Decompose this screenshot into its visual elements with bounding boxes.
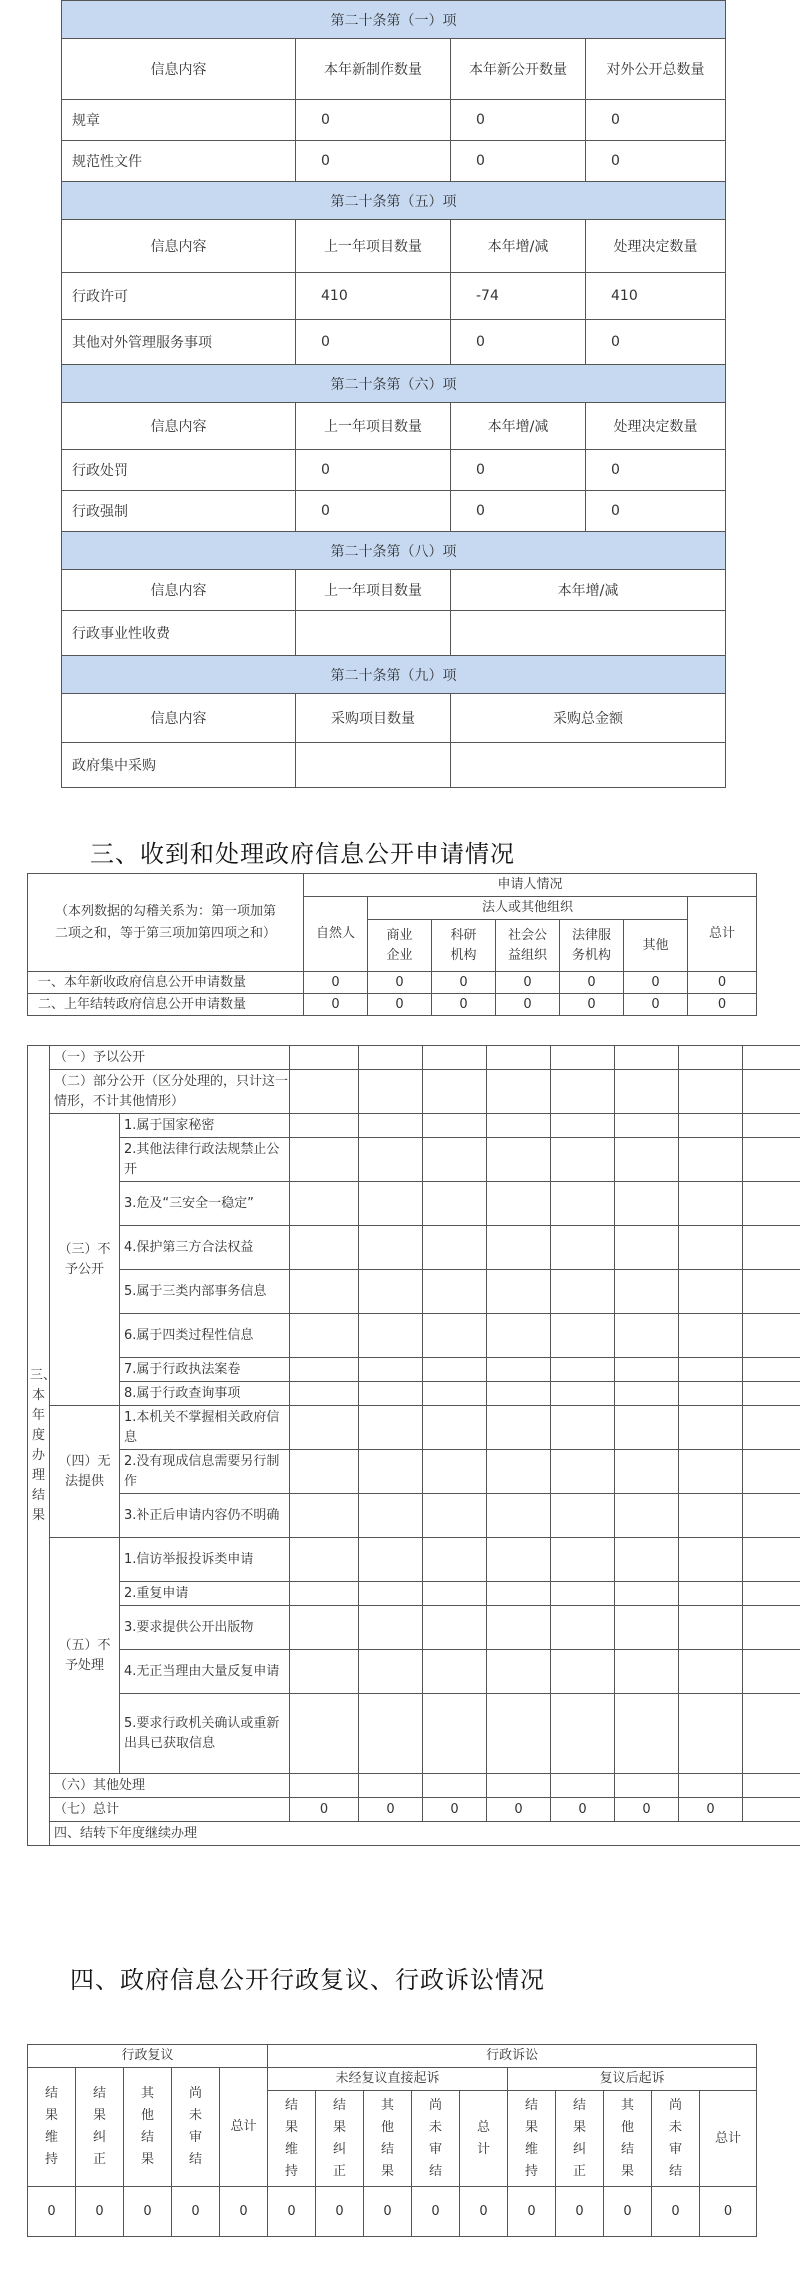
group-label: 三、本年度办理结果 [28,1046,50,1846]
cell-value [451,611,726,656]
row-label: 行政处罚 [62,450,296,491]
col-header: 信息内容 [62,403,296,450]
group-label: （三）不予公开 [50,1114,120,1406]
row-label: 8.属于行政查询事项 [120,1382,290,1406]
cell-value: 0 [556,2187,604,2237]
cell-value: 0 [432,972,496,994]
cell-value: 0 [586,141,726,182]
cell-value: 0 [296,141,451,182]
cell-value: 0 [615,1798,679,1822]
group-label: （四）无法提供 [50,1406,120,1538]
cell-value [296,743,451,788]
corner-note: （本列数据的勾稽关系为：第一项加第二项之和，等于第三项加第四项之和） [28,874,304,972]
col-header: 尚未审结 [412,2091,460,2187]
cell-value: 0 [496,972,560,994]
cell-value: 0 [560,994,624,1016]
row-label: 2.没有现成信息需要另行制作 [120,1450,290,1494]
col-header: 其他结果 [604,2091,652,2187]
col-header: 本年新公开数量 [451,39,586,100]
cell-value: 0 [451,491,586,532]
row-label: 3.补正后申请内容仍不明确 [120,1494,290,1538]
col-header: 结果纠正 [76,2068,124,2187]
row-label: 规章 [62,100,296,141]
cell-value: 0 [316,2187,364,2237]
section-header: 第二十条第（六）项 [62,365,726,403]
row-label: 2.重复申请 [120,1582,290,1606]
cell-value: 410 [586,273,726,320]
col-header: 上一年项目数量 [296,570,451,611]
cell-value: 0 [432,994,496,1016]
cell-value: 0 [679,1798,743,1822]
cell-value: 0 [359,1798,423,1822]
col-header: 信息内容 [62,39,296,100]
cell-value: 0 [304,972,368,994]
cell-value: 0 [624,994,688,1016]
cell-value: 0 [688,994,757,1016]
row-label: 4.无正当理由大量反复申请 [120,1650,290,1694]
col-header: 采购总金额 [451,694,726,743]
cell-value: 0 [451,320,586,365]
row-label: 行政强制 [62,491,296,532]
cell-value: 0 [688,972,757,994]
cell-value: 0 [296,100,451,141]
col-header: 上一年项目数量 [296,220,451,273]
col-header: 本年增/减 [451,220,586,273]
cell-value: 0 [560,972,624,994]
cell-value: 0 [28,2187,76,2237]
cell-value: 0 [304,994,368,1016]
cell-value: 0 [586,491,726,532]
application-table [27,873,757,1016]
cell-value: 0 [220,2187,268,2237]
col-header: 结果维持 [268,2091,316,2187]
after-header: 复议后起诉 [508,2068,757,2091]
cell-value: 0 [423,1798,487,1822]
cell-value: 0 [364,2187,412,2237]
row-label: 1.本机关不掌握相关政府信息 [120,1406,290,1450]
row-label: 3.要求提供公开出版物 [120,1606,290,1650]
row-label: （六）其他处理 [50,1774,290,1798]
col-legal: 法律服务机构 [560,920,624,972]
cell-value: 0 [496,994,560,1016]
row-label: 政府集中采购 [62,743,296,788]
row-label: 1.属于国家秘密 [120,1114,290,1138]
row-label: 二、上年结转政府信息公开申请数量 [28,994,304,1016]
col-header: 尚未审结 [172,2068,220,2187]
col-legal: 社会公益组织 [496,920,560,972]
col-header: 本年增/减 [451,403,586,450]
col-legal: 科研机构 [432,920,496,972]
cell-value: 0 [460,2187,508,2237]
section-header: 第二十条第（一）项 [62,1,726,39]
applicant-header: 申请人情况 [304,874,757,897]
cell-value [296,611,451,656]
cell-value: 0 [624,972,688,994]
col-header: 信息内容 [62,220,296,273]
col-header: 处理决定数量 [586,220,726,273]
cell-value: 0 [368,972,432,994]
col-header: 信息内容 [62,570,296,611]
section-header: 第二十条第（八）项 [62,532,726,570]
cell-value: 0 [368,994,432,1016]
cell-value: 0 [586,320,726,365]
row-label: 规范性文件 [62,141,296,182]
cell-value [451,743,726,788]
row-label: （七）总计 [50,1798,290,1822]
cell-value: 0 [586,100,726,141]
cell-value: 0 [296,491,451,532]
col-header: 总计 [220,2068,268,2187]
legal-header: 法人或其他组织 [368,897,688,920]
col-header: 信息内容 [62,694,296,743]
cell-value: -74 [451,273,586,320]
col-header: 本年增/减 [451,570,726,611]
cell-value: 410 [296,273,451,320]
col-header: 其他结果 [124,2068,172,2187]
cell-value: 0 [412,2187,460,2237]
cell-value: 0 [290,1798,359,1822]
col-header: 结果维持 [28,2068,76,2187]
row-label: 行政事业性收费 [62,611,296,656]
col-header: 总计 [460,2091,508,2187]
cell-value: 0 [296,320,451,365]
section-title: 四、政府信息公开行政复议、行政诉讼情况 [70,1966,545,1994]
row-label: 5.属于三类内部事务信息 [120,1270,290,1314]
col-header: 结果维持 [508,2091,556,2187]
cell-value: 0 [487,1798,551,1822]
row-label: （二）部分公开（区分处理的，只计这一情形，不计其他情形） [50,1070,290,1114]
col-header: 结果纠正 [316,2091,364,2187]
cell-value: 0 [296,450,451,491]
col-header: 尚未审结 [652,2091,700,2187]
col-legal: 其他 [624,920,688,972]
cell-value: 0 [268,2187,316,2237]
cell-value: 0 [604,2187,652,2237]
col-header: 对外公开总数量 [586,39,726,100]
col-header: 上一年项目数量 [296,403,451,450]
col-header: 本年新制作数量 [296,39,451,100]
cell-value: 0 [586,450,726,491]
cell-value: 0 [76,2187,124,2237]
row-label: （一）予以公开 [50,1046,290,1070]
row-label: 四、结转下年度继续办理 [50,1822,800,1846]
cell-value: 0 [451,450,586,491]
section-header: 第二十条第（五）项 [62,182,726,220]
row-label: 4.保护第三方合法权益 [120,1226,290,1270]
direct-header: 未经复议直接起诉 [268,2068,508,2091]
row-label: 行政许可 [62,273,296,320]
results-table [27,1045,800,1846]
col-header: 采购项目数量 [296,694,451,743]
col-header: 总计 [700,2091,757,2187]
row-label: 2.其他法律行政法规禁止公开 [120,1138,290,1182]
cell-value: 0 [172,2187,220,2237]
cell-value: 0 [652,2187,700,2237]
cell-value: 0 [124,2187,172,2237]
group-label: （五）不予处理 [50,1538,120,1774]
col-header: 其他结果 [364,2091,412,2187]
public-info-table [61,0,726,788]
cell-value: 0 [700,2187,757,2237]
row-label: 6.属于四类过程性信息 [120,1314,290,1358]
col-legal: 商业企业 [368,920,432,972]
col-header: 处理决定数量 [586,403,726,450]
col-total: 总计 [688,897,757,972]
row-label: 7.属于行政执法案卷 [120,1358,290,1382]
row-label: 其他对外管理服务事项 [62,320,296,365]
cell-value: 0 [451,141,586,182]
row-label: 5.要求行政机关确认或重新出具已获取信息 [120,1694,290,1774]
review-header: 行政复议 [28,2045,268,2068]
litigation-header: 行政诉讼 [268,2045,757,2068]
row-label: 一、本年新收政府信息公开申请数量 [28,972,304,994]
section-header: 第二十条第（九）项 [62,656,726,694]
cell-value: 0 [508,2187,556,2237]
section-title: 三、收到和处理政府信息公开申请情况 [90,840,515,868]
col-header: 结果纠正 [556,2091,604,2187]
row-label: 1.信访举报投诉类申请 [120,1538,290,1582]
row-label: 3.危及“三安全一稳定” [120,1182,290,1226]
review-litigation-table [27,2044,757,2237]
col-natural: 自然人 [304,897,368,972]
cell-value: 0 [451,100,586,141]
cell-value: 0 [551,1798,615,1822]
